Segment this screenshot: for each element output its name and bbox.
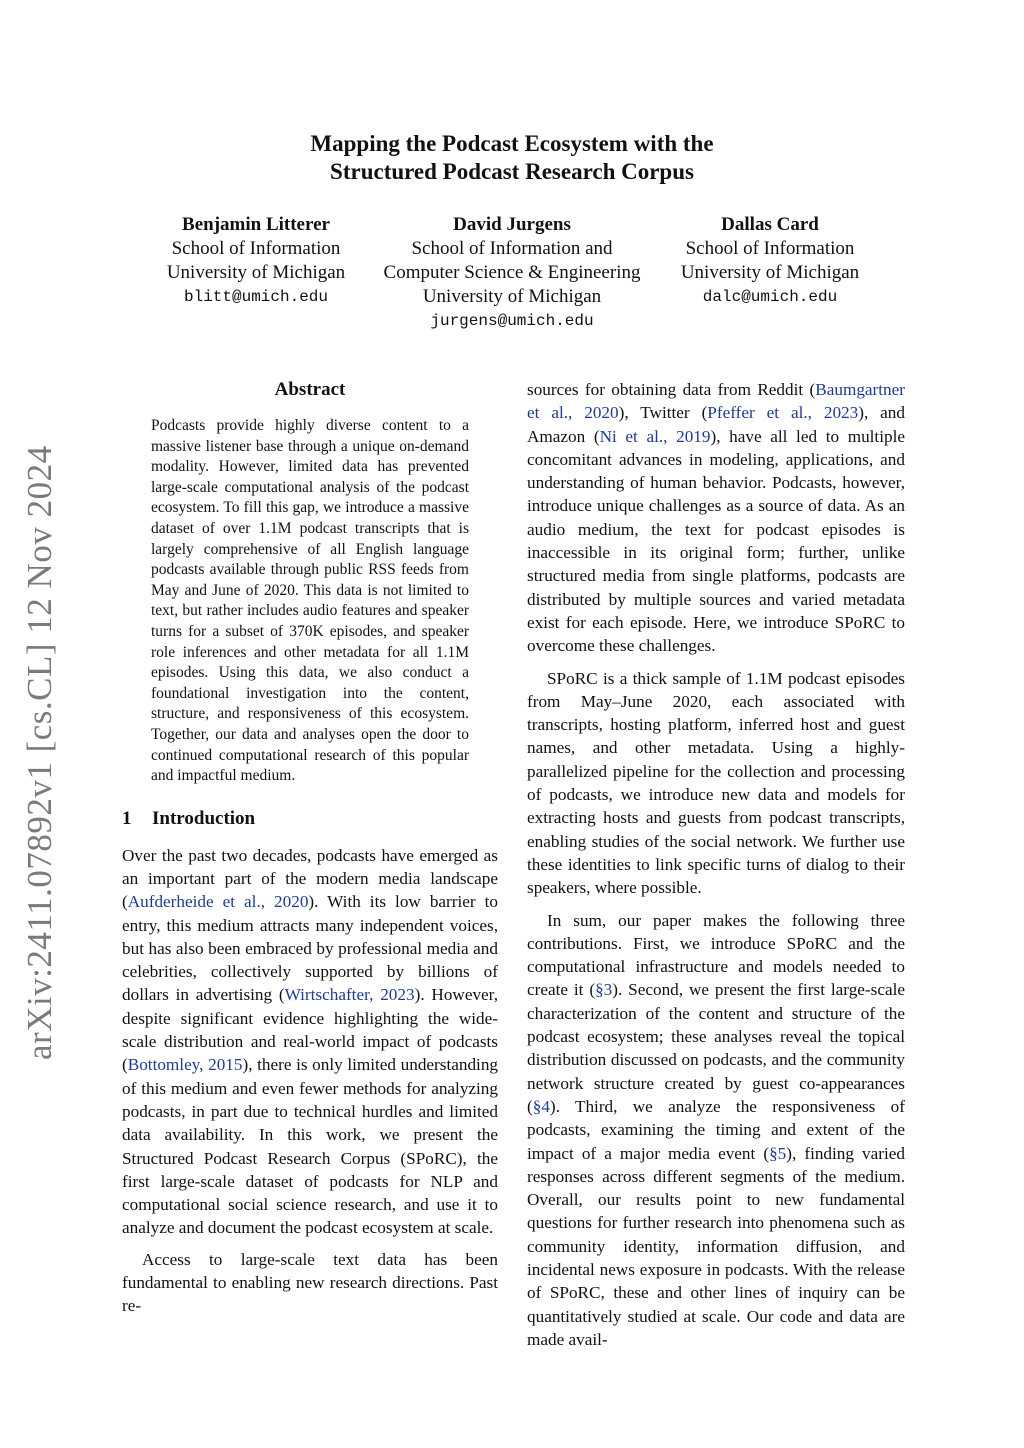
title-line-1: Mapping the Podcast Ecosystem with the [310,131,714,156]
abstract-text: Podcasts provide highly diverse content to a massive listener base through a unique on-demand modality. However, limited data has prevented large-scale computational analysis of the podcast ecosystem. To fill this gap, we introduce a massive dataset of over 1.1M podcast transcripts that is largely comprehensive of all English language podcasts available through public RSS feeds from May and June of 2020. This data is not limited to text, but rather includes audio features and speaker turns for a subset of 370K episodes, and speaker role inferences and other metadata for all 1.1M episodes. Using this data, we also conduct a foundational investigation into the content, structure, and responsiveness of this ecosystem. Together, our data and analyses open the door to continued computational research of this popular and impactful medium. [151,417,469,785]
text-run: ). Third, we analyze the responsiveness of podcasts, examining the timing and extent of the impact of a major media event ( [527,1096,905,1163]
author-affiliation: School of Information [685,238,855,259]
author-affiliation: Computer Science & Engineering [383,262,641,283]
citation-link[interactable]: Pfeffer et al., 2023 [707,403,859,423]
author-card [668,213,872,309]
section-number: 1 [122,807,132,829]
text-run: ), Twitter ( [618,403,708,423]
author-name: Dallas Card [721,214,819,235]
text-run: sources for obtaining data from Reddit ( [527,380,816,399]
author-name: David Jurgens [453,214,571,235]
section-title: Introduction [152,807,256,829]
text-run: ). With its low barrier to entry, this medium attracts many independent voices, but has also been embraced by professional media and celebrities, collectively supported by billions of dollars in advertising ( [122,892,498,1005]
intro-paragraph-2: Access to large-scale text data has been fundamental to enabling new research directions. Past re- [122,1249,498,1316]
right-paragraph-2: SPoRC is a thick sample of 1.1M podcast episodes from May–June 2020, each associated with transcripts, hosting platform, inferred host and guest names, and other metadata. Using a highly-parallelized pipeline for the collection and processing of podcasts, we introduce new data and models for extracting hosts and guests from podcast transcripts, enabling studies of the social network. We further use these identities to link specific turns of dialog to their speakers, where possible. [527,668,905,898]
title-line-2: Structured Podcast Research Corpus [330,159,694,184]
author-litterer [154,213,358,309]
author-affiliation: School of Information [171,238,341,259]
arxiv-identifier-stamp: arXiv:2411.07892v1 [cs.CL] 12 Nov 2024 [20,445,59,1060]
text-run: In sum, our paper makes the following three contributions. First, we introduce SPoRC and the computational infrastructure and models needed to create it ( [527,910,905,1000]
citation-link[interactable]: Ni et al., 2019 [599,426,711,446]
text-run: ). Second, we present the first large-scale characterization of the content and structure of the podcast ecosystem; these analyses reveal the topical distribution discussed on podcasts, and the community network structure created by guest co-appearances ( [527,980,905,1116]
text-run: Over the past two decades, podcasts have emerged as an important part of the modern media landscape ( [122,845,498,912]
citation-link[interactable]: Aufderheide et al., 2020 [127,892,309,912]
author-affiliation: University of Michigan [422,286,602,307]
text-run: ), have all led to multiple concomitant advances in modeling, applications, and understanding of human behavior. Podcasts, however, introduce unique challenges as a source of data. As an audio medium, the text for podcast episodes is inaccessible in its original form; further, unlike structured media from single platforms, podcasts are distributed by multiple sources and varied metadata exist for each episode. Here, we introduce SPoRC to overcome these challenges. [527,426,905,656]
left-column [122,378,498,1318]
author-email[interactable]: blitt@umich.edu [183,288,329,306]
author-email[interactable]: jurgens@umich.edu [430,312,594,330]
author-name: Benjamin Litterer [182,214,330,235]
right-paragraph-1 [527,378,905,658]
section-ref-link[interactable]: §4 [532,1096,550,1116]
author-affiliation: School of Information and [411,238,613,259]
author-email[interactable]: dalc@umich.edu [702,288,838,306]
author-affiliation: University of Michigan [166,262,346,283]
text-run: ), finding varied responses across different segments of the medium. Overall, our results point to new fundamental questions for further research into phenomena such as community identity, information diffusion, and incidental news exposure in podcasts. With the release of SPoRC, these and other lines of inquiry can be quantitatively studied at scale. Our code and data are made avail- [527,1143,905,1349]
text-run: ), and Amazon ( [527,403,905,446]
paper-title [0,130,1024,186]
citation-link[interactable]: Wirtschafter, 2023 [284,985,415,1005]
section-heading-introduction [122,807,498,831]
right-column [527,378,905,1351]
author-affiliation: University of Michigan [680,262,860,283]
author-jurgens [368,213,656,333]
section-ref-link[interactable]: §3 [595,980,613,1000]
right-paragraph-3 [527,909,905,1352]
intro-paragraph-1 [122,844,498,1240]
citation-link[interactable]: Baumgartner et al., 2020 [527,380,905,423]
abstract-heading: Abstract [274,379,346,400]
citation-link[interactable]: Bottomley, 2015 [127,1055,243,1075]
text-run: ). However, despite significant evidence highlighting the wide-scale distribution and real-world impact of podcasts ( [122,985,499,1075]
text-run: ), there is only limited understanding of this medium and even fewer methods for analyzing podcasts, in part due to technical hurdles and limited data availability. In this work, we present the Structured Podcast Research Corpus (SPoRC), the first large-scale dataset of podcasts for NLP and computational social science research, and use it to analyze and document the podcast ecosystem at scale. [122,1055,499,1238]
section-ref-link[interactable]: §5 [769,1143,787,1163]
